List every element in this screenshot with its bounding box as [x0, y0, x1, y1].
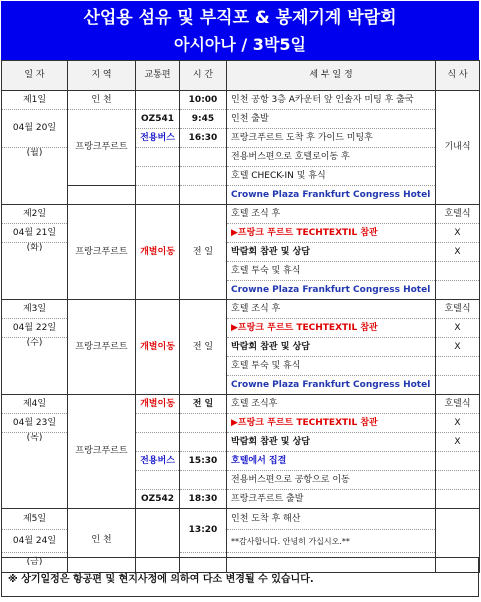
day4-meal-3: X: [436, 433, 480, 452]
day3-row-1: [2, 300, 480, 319]
notice-text: ※ 상기일정은 항공편 및 현지사정에 의하여 다소 변경될 수 있습니다.: [8, 574, 314, 585]
header-row: [2, 61, 480, 91]
day1-transport: 전용버스: [136, 129, 180, 148]
day2-transport: 개별이동: [136, 205, 180, 300]
day5-date: 04월 24일: [2, 530, 68, 553]
day4-flight: OZ542: [136, 490, 180, 509]
day2-region: 프랑크푸르트: [68, 205, 136, 300]
day1-item-3: 프랑크푸르트 도착 후 가이드 미팅후: [227, 129, 436, 148]
day1-item-2: 인천 출발: [227, 110, 436, 129]
day2-item-3: 박람회 참관 및 상담: [227, 243, 436, 262]
day1-row-2: [2, 110, 480, 129]
header-date: 일 자: [2, 61, 68, 91]
day2-hotel: Crowne Plaza Frankfurt Congress Hotel: [227, 281, 436, 300]
itinerary-sheet: [1, 1, 480, 598]
day1-meal: 기내식: [436, 91, 480, 205]
title-banner: [1, 1, 479, 60]
day3-date: 04월 22일: [2, 319, 68, 338]
day4-weekday: (목): [2, 433, 68, 509]
day2-date: 04월 21일: [2, 224, 68, 243]
header-time: 시 간: [180, 61, 227, 91]
day3-transport: 개별이동: [136, 300, 180, 395]
day2-meal-3: X: [436, 243, 480, 262]
day4-date: 04월 23일: [2, 414, 68, 433]
day2-row-1: [2, 205, 480, 224]
day1-time-2: 9:45: [180, 110, 227, 129]
day3-meal-3: X: [436, 338, 480, 357]
day3-weekday: (수): [2, 338, 68, 395]
day4-row-1: [2, 395, 480, 414]
day4-item-1: 호텔 조식후: [227, 395, 436, 414]
day1-flight: OZ541: [136, 110, 180, 129]
day5-weekday: (금): [2, 553, 68, 573]
day3-region: 프랑크푸르트: [68, 300, 136, 395]
day4-region: 프랑크푸르트: [68, 395, 136, 509]
day4-item-3: 박람회 참관 및 상담: [227, 433, 436, 452]
day1-item-5: 호텔 CHECK-IN 및 휴식: [227, 167, 436, 186]
day4-item-4: 호텔에서 집결: [227, 452, 436, 471]
day4-time-2: 15:30: [180, 452, 227, 471]
day5-region: 인 천: [68, 509, 136, 573]
day4-meal-1: 호텔식: [436, 395, 480, 414]
day1-item-1: 인천 공항 3층 A카운터 앞 인솔자 미팅 후 출국: [227, 91, 436, 110]
header-region: 지 역: [68, 61, 136, 91]
day2-weekday: (화): [2, 243, 68, 300]
day1-item-4: 전용버스편으로 호텔로이동 후: [227, 148, 436, 167]
day4-time-3: 18:30: [180, 490, 227, 509]
header-transport: 교통편: [136, 61, 180, 91]
day5-label: 제5일: [2, 509, 68, 530]
header-detail: 세 부 일 정: [227, 61, 436, 91]
day1-row-6: [2, 186, 480, 205]
day2-item-4: 호텔 투숙 및 휴식: [227, 262, 436, 281]
day3-meal-2: X: [436, 319, 480, 338]
day1-region: 프랑크푸르트: [68, 110, 136, 186]
day3-item-3: 박람회 참관 및 상담: [227, 338, 436, 357]
day4-meal-2: X: [436, 414, 480, 433]
day1-region-top: 인 천: [68, 91, 136, 110]
day1-weekday: (월): [2, 148, 68, 205]
day1-row-1: [2, 91, 480, 110]
day4-item-5: 전용버스편으로 공항으로 이동: [227, 471, 436, 490]
day3-label: 제3일: [2, 300, 68, 319]
day2-meal-2: X: [436, 224, 480, 243]
day4-item-2: ▶프랑크 푸르트 TECHTEXTIL 참관: [227, 414, 436, 433]
day4-transport-2: 전용버스: [136, 452, 180, 471]
day2-time: 전 일: [180, 205, 227, 300]
day1-time-3: 16:30: [180, 129, 227, 148]
day4-transport-1: 개별이동: [136, 395, 180, 414]
day3-item-2: ▶프랑크 푸르트 TECHTEXTIL 참관: [227, 319, 436, 338]
day3-time: 전 일: [180, 300, 227, 395]
day1-date: 04월 20일: [2, 110, 68, 148]
day2-label: 제2일: [2, 205, 68, 224]
day4-label: 제4일: [2, 395, 68, 414]
title-line-1: 산업용 섬유 및 부직포 & 봉제기계 박람회: [83, 8, 397, 28]
day1-label: 제1일: [2, 91, 68, 110]
day3-hotel: Crowne Plaza Frankfurt Congress Hotel: [227, 376, 436, 395]
day1-hotel: Crowne Plaza Frankfurt Congress Hotel: [227, 186, 436, 205]
day5-item-2: **감사합니다. 안녕히 가십시오.**: [227, 530, 436, 553]
day4-item-6: 프랑크푸르트 출발: [227, 490, 436, 509]
day1-time-1: 10:00: [180, 91, 227, 110]
day3-item-1: 호텔 조식 후: [227, 300, 436, 319]
day2-item-1: 호텔 조식 후: [227, 205, 436, 224]
day2-item-2: ▶프랑크 푸르트 TECHTEXTIL 참관: [227, 224, 436, 243]
title-line-2: 아시아나 / 3박5일: [174, 35, 306, 54]
day5-item-1: 인천 도착 후 해산: [227, 509, 436, 530]
day3-item-4: 호텔 투숙 및 휴식: [227, 357, 436, 376]
day2-meal-1: 호텔식: [436, 205, 480, 224]
notice-box: [1, 557, 479, 597]
day5-time: 13:20: [180, 509, 227, 553]
day3-meal-1: 호텔식: [436, 300, 480, 319]
day4-time-1: 전 일: [180, 395, 227, 414]
header-meal: 식 사: [436, 61, 480, 91]
day5-row-1: [2, 509, 480, 530]
itinerary-table: [1, 60, 480, 573]
